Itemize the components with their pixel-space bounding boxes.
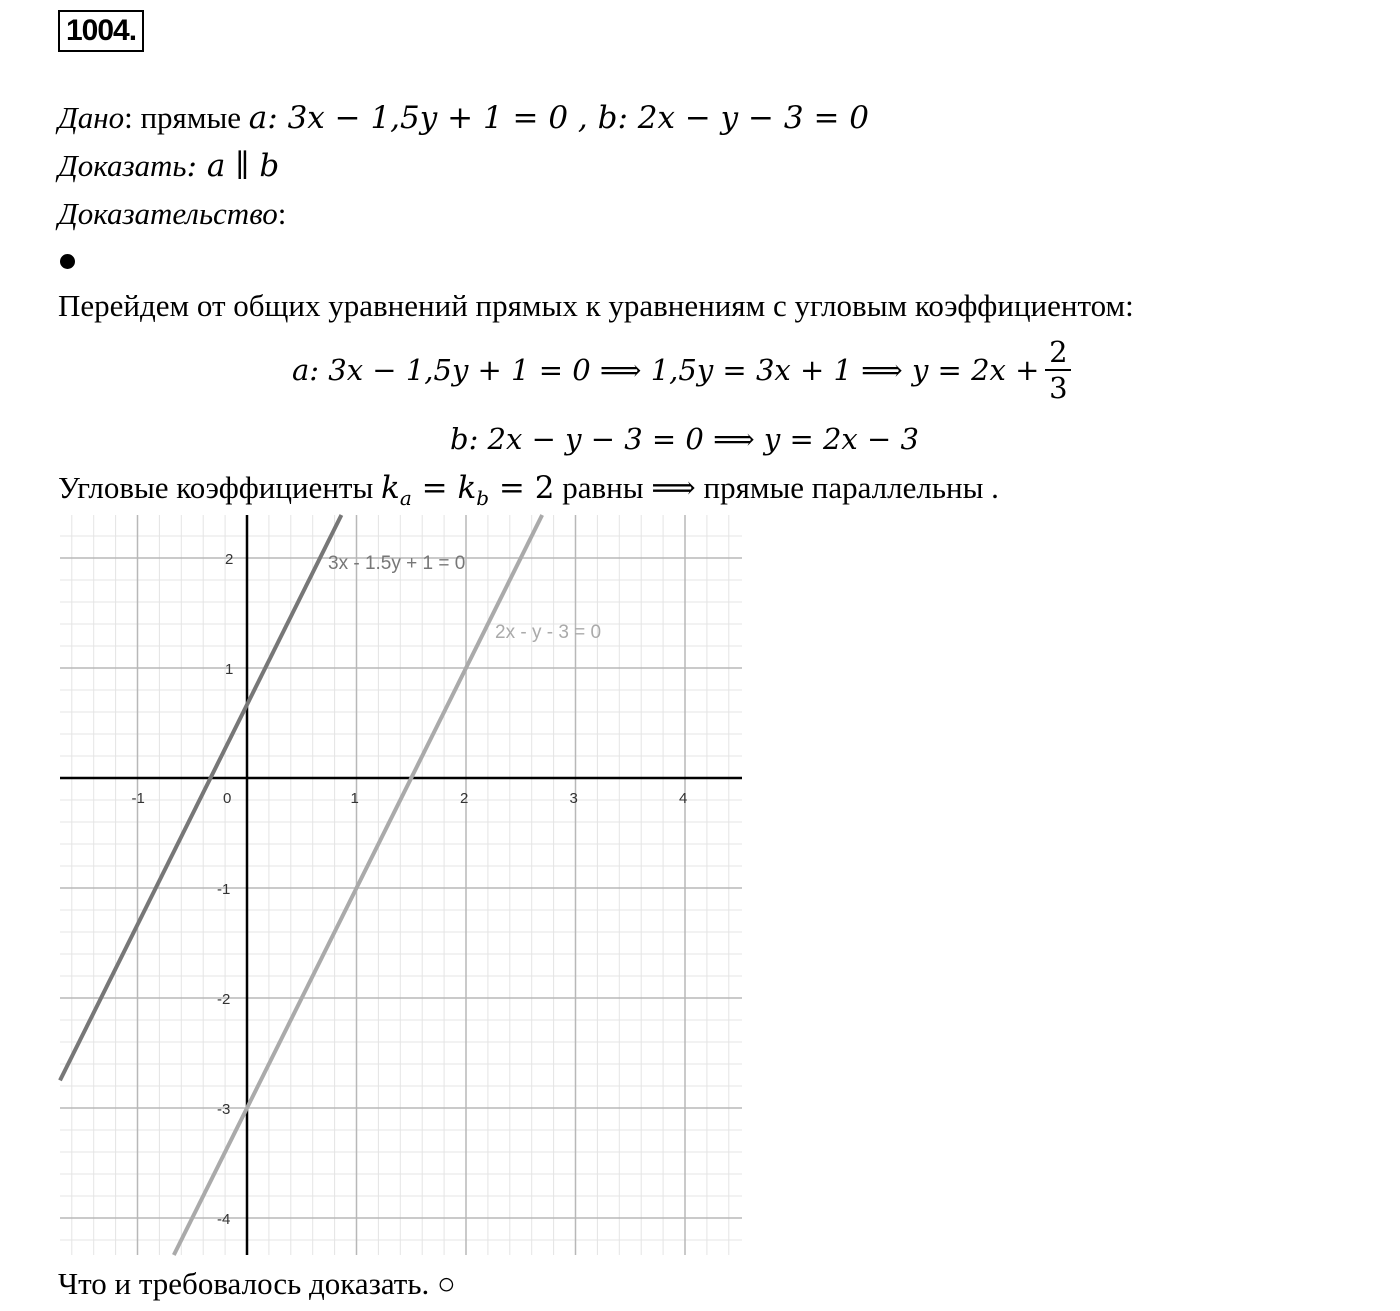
line-b-label: 2x - y - 3 = 0 — [495, 622, 602, 643]
equals-1: = — [411, 470, 458, 506]
proof-colon: : — [277, 196, 287, 231]
slope-ka: $k_a$ — [381, 470, 412, 511]
equals-2: = 2 — [489, 470, 555, 506]
x-tick-label: 3 — [569, 790, 578, 807]
y-tick-label: -4 — [217, 1211, 231, 1228]
prove-statement: : a ∥ b — [186, 148, 280, 184]
x-tick-label: 2 — [460, 790, 469, 807]
y-tick-label: 2 — [225, 551, 234, 568]
slope-kb: $k_b$ — [457, 470, 490, 511]
given-b-equation: : 2x − y − 3 = 0 — [617, 100, 870, 136]
intro-text: Перейдем от общих уравнений прямых к уравнениям с угловым коэффициентом: — [58, 288, 1134, 323]
given-label: Дано — [58, 100, 125, 135]
conclusion-prefix: Угловые коэффициенты — [58, 470, 382, 505]
y-tick-label: 1 — [225, 661, 234, 678]
proof-label: Доказательство — [58, 196, 278, 231]
conclusion-suffix: равны ⟹ прямые параллельны . — [554, 470, 999, 505]
equation-b-derivation: b: 2x − y − 3 = 0 ⟹ y = 2x − 3 — [450, 422, 919, 456]
qed-text: Что и требовалось доказать. ○ — [58, 1266, 456, 1301]
line-a — [60, 515, 341, 1080]
x-tick-label: -1 — [131, 790, 145, 807]
equation-a-left: a: 3x − 1,5y + 1 = 0 ⟹ 1,5y = 3x + 1 ⟹ y = 2x + — [292, 353, 1040, 387]
line-a-label: 3x - 1.5y + 1 = 0 — [328, 553, 466, 574]
x-tick-label: 0 — [223, 790, 232, 807]
problem-number: 1004. — [58, 10, 144, 52]
y-tick-label: -3 — [217, 1101, 231, 1118]
given-a-equation: : 3x − 1,5y + 1 = 0 , — [267, 100, 598, 136]
fraction-numerator: 2 — [1049, 335, 1068, 369]
fraction-denominator: 3 — [1049, 371, 1068, 405]
y-tick-label: -2 — [217, 991, 231, 1008]
given-b-name: b — [597, 100, 618, 136]
x-tick-labels — [132, 790, 688, 807]
grid-minor — [60, 515, 742, 1255]
x-tick-label: 1 — [350, 790, 359, 807]
grid-major — [60, 515, 742, 1255]
given-a-name: a — [248, 100, 268, 136]
x-tick-label: 4 — [679, 790, 688, 807]
y-tick-label: -1 — [217, 881, 231, 898]
given-text: : прямые — [124, 100, 249, 135]
prove-label: Доказать — [58, 148, 187, 183]
